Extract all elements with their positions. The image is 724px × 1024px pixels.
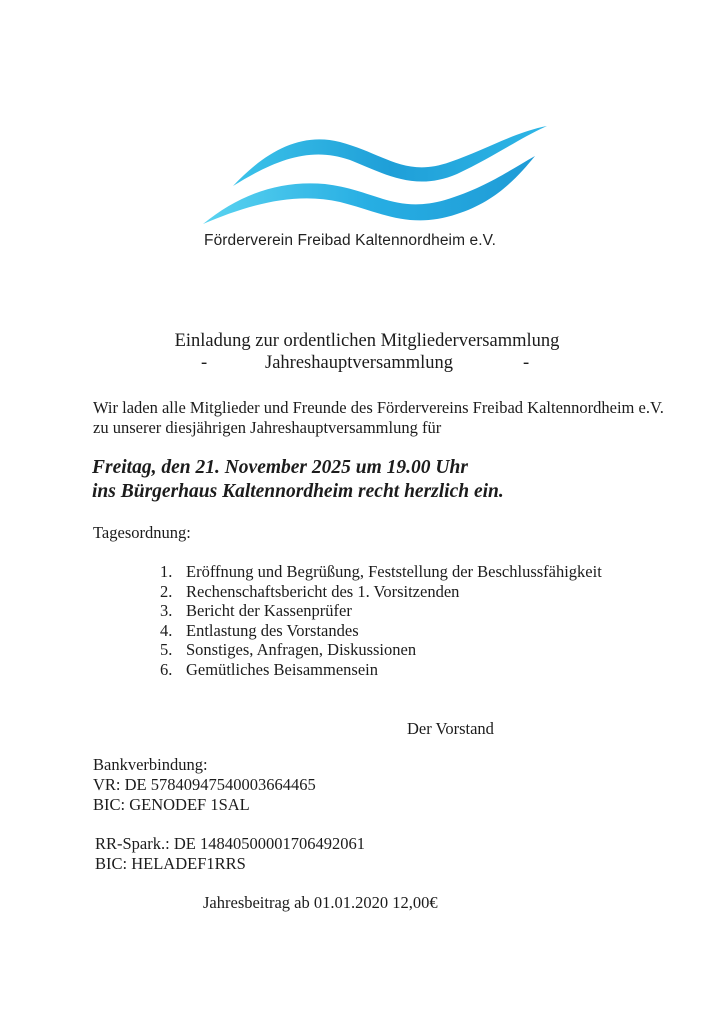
event-date: Freitag, den 21. November 2025 um 19.00 Uhr [92,457,468,478]
agenda-heading: Tagesordnung: [93,523,191,542]
agenda-item: 1. Eröffnung und Begrüßung, Feststellung der Beschlussfähigkeit [160,562,602,581]
event-location: ins Bürgerhaus Kaltennordheim recht herzlich ein. [92,481,504,502]
bank-heading: Bankverbindung: [93,755,208,774]
title-dash-left: - [201,353,208,373]
invitation-subtitle: Jahreshauptversammlung [265,353,454,373]
title-dash-right: - [523,353,530,373]
vr-iban: VR: DE 57840947540003664465 [93,775,316,794]
agenda-list [160,562,602,680]
agenda-item: 5. Sonstiges, Anfragen, Diskussionen [160,640,417,660]
invitation-title: Einladung zur ordentlichen Mitgliederversammlung [174,331,560,351]
vr-bic: BIC: GENODEF 1SAL [93,795,250,814]
logo-waves-icon [195,122,555,232]
signature: Der Vorstand [407,719,494,738]
agenda-item: 3. Bericht der Kassenprüfer [160,601,352,621]
intro-line-2: zu unserer diesjährigen Jahreshauptversammlung für [93,418,442,437]
agenda-item: 2. Rechenschaftsbericht des 1. Vorsitzenden [160,581,460,601]
annual-fee: Jahresbeitrag ab 01.01.2020 12,00€ [203,893,438,912]
rr-bic: BIC: HELADEF1RRS [95,854,246,873]
agenda-item: 4. Entlastung des Vorstandes [160,620,359,640]
agenda-item: 6. Gemütliches Beisammensein [160,659,378,679]
rr-iban: RR-Spark.: DE 14840500001706492061 [95,834,365,853]
intro-line-1: Wir laden alle Mitglieder und Freunde des Fördervereins Freibad Kaltennordheim e.V. [93,398,664,417]
logo-text: Förderverein Freibad Kaltennordheim e.V. [204,232,497,249]
